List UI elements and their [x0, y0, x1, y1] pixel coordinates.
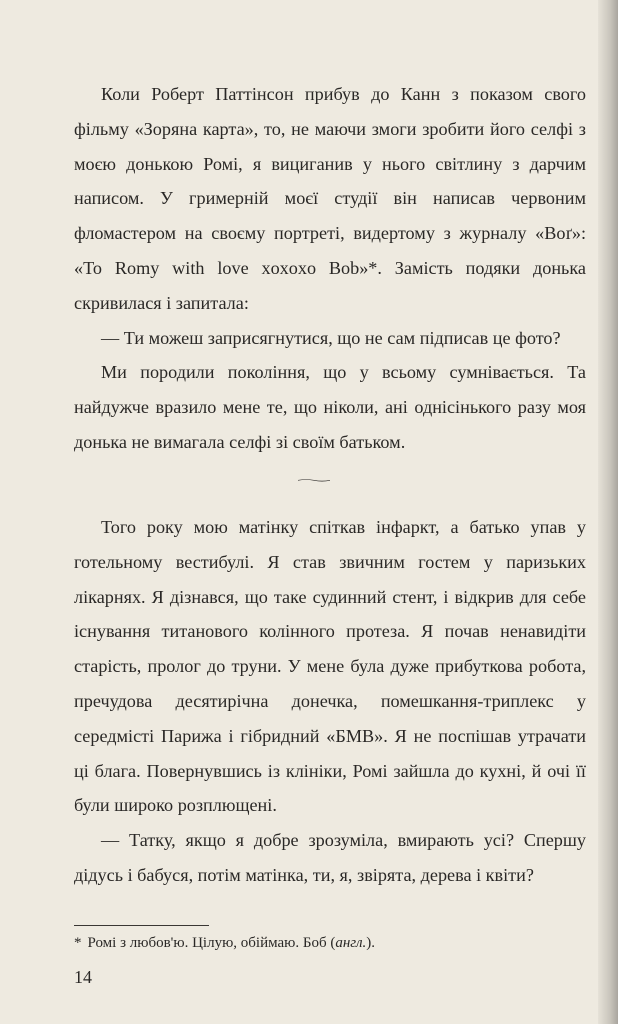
paragraph: — Ти можеш заприсягнутися, що не сам підписав це фото? — [101, 327, 561, 348]
ornament-dash-icon — [297, 477, 331, 483]
paragraph: Коли Роберт Паттінсон прибув до Канн з показом свого фільму «Зоряна карта», то, не маючи змоги зробити його селфі з моєю донькою Ромі, я вициганив у нього світлину з дарчим написом. У гримерній моєї студії він написав червоним фломастером на своєму портреті, видертому з журналу «Воґ»: «To Romy with love xoxoxo Bob»*. Замість подяки донька скривилася і запитала: — [74, 84, 586, 313]
footnote-divider — [74, 925, 209, 926]
footnote-language-note: англ. — [335, 935, 367, 951]
footnote: * Ромі з любов'ю. Цілую, обіймаю. Боб (англ.). — [74, 935, 375, 951]
paragraph: — Татку, якщо я добре зрозуміла, вмирають усі? Спершу дідусь і бабуся, потім матінка, ти, я, звірята, дерева і квіти? — [74, 830, 586, 885]
footnote-text: Ромі з любов'ю. Цілую, обіймаю. Боб — [87, 935, 327, 951]
page-edge — [598, 0, 618, 1024]
main-text-bottom — [74, 510, 586, 893]
paragraph: Того року мою матінку спіткав інфаркт, а батько упав у готельному вестибулі. Я став звичним гостем у паризьких лікарнях. Я дізнався, що таке судинний стент, і відкрив для себе існування титанового колінного протеза. Я почав ненавидіти старість, пролог до труни. У мене була дуже прибуткова робота, пречудова десятирічна донечка, помешкання-триплекс у середмісті Парижа і гібридний «БМВ». Я не поспішав утрачати ці блага. Повернувшись із клініки, Ромі зайшла до кухні, й очі її були широко розплющені. — [74, 517, 586, 816]
page-number: 14 — [74, 967, 92, 987]
footnote-mark: * — [74, 935, 82, 951]
main-text-top — [74, 77, 586, 460]
paragraph: Ми породили покоління, що у всьому сумнівається. Та найдужче вразило мене те, що ніколи, ані однісінького разу моя донька не вимагала селфі зі своїм батьком. — [74, 362, 586, 452]
